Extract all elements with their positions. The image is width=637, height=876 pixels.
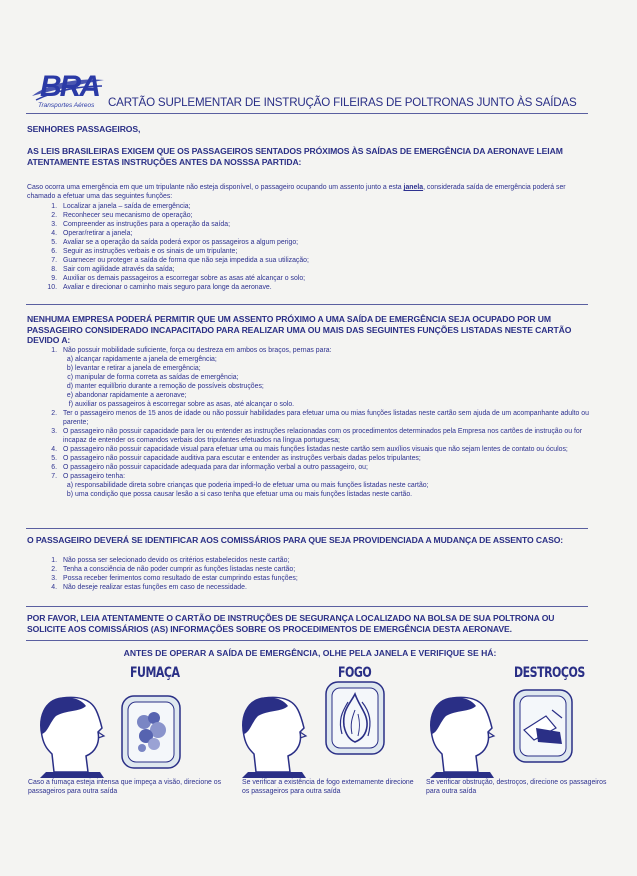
sub-item-text: uma condição que possa causar lesão a si caso tenha que efetuar uma ou mais funções listadas neste cartão. [75,491,413,498]
intro-before: Caso ocorra uma emergência em que um tripulante não esteja disponível, o passageiro ocupando um assento junto a esta [27,184,404,191]
logo-tagline: Transportes Aéreos [38,102,95,109]
item-number: 1. [51,203,57,210]
sub-item-letter: c) [67,374,73,381]
item-number: 1. [51,557,57,564]
item-number: 2. [51,566,57,573]
before-operate-heading: ANTES DE OPERAR A SAÍDA DE EMERGÊNCIA, OLHE PELA JANELA E VERIFIQUE SE HÁ: [123,648,497,658]
sub-item-letter: a) [66,482,73,489]
item-number: 2. [51,212,57,219]
sub-item-text: manter equilíbrio durante a remoção de possíveis obstruções; [75,383,264,390]
card-title: CARTÃO SUPLEMENTAR DE INSTRUÇÃO FILEIRAS DE POLTRONAS JUNTO ÀS SAÍDAS [108,96,577,109]
no-company-heading: NENHUMA EMPRESA PODERÁ PERMITIR QUE UM ASSENTO PRÓXIMO A UMA SAÍDA DE EMERGÊNCIA SEJA OCUPADO POR UM PASSAGEIRO CONSIDERADO INCAPACITADO PARA REALIZAR UMA OU MAIS DAS SEGUINTES FUNÇÕES LISTADAS NESTE CARTÃO DEVIDO A: [27,314,572,345]
item-text: Operar/retirar a janela; [63,230,133,237]
list-item [27,472,593,499]
list-item [27,445,593,454]
item-text: Ter o passageiro menos de 15 anos de idade ou não possuir habilidades para efetuar uma ou mias funções listadas neste cartão sem ajuda de um acompanhante adulto ou parente; [63,410,589,426]
sub-item-text: auxiliar os passageiros à escorregar sobre as asas, até alcançar o solo. [75,401,295,408]
item-text: Não possuir mobilidade suficiente, força ou destreza em ambos os braços, pernas para: [63,347,332,354]
list-item [27,211,593,220]
item-number: 4. [51,446,57,453]
functions-list [27,202,593,292]
sub-item-letter: a) [66,356,73,363]
item-text: Não possa ser selecionado devido os critérios estabelecidos neste cartão; [63,557,290,564]
sub-item-letter: f) [68,401,73,408]
list-item [27,220,593,229]
list-item [27,283,593,292]
list-item [27,346,593,409]
sub-item-text: abandonar rapidamente a aeronave; [75,392,187,399]
panel-debris [422,664,612,814]
sub-item-text: levantar e retirar a janela de emergência; [75,365,201,372]
intro-emphasis: janela [403,184,424,191]
logo-text: BRA [40,70,99,103]
item-number: 7. [51,473,57,480]
identify-heading: O PASSAGEIRO DEVERÁ SE IDENTIFICAR AOS COMISSÁRIOS PARA QUE SEJA PROVIDENCIADA A MUDANÇA DE ASSENTO CASO: [27,535,564,545]
item-number: 8. [51,266,57,273]
sub-list-item [27,481,593,490]
list-item [27,427,593,445]
item-number: 6. [51,464,57,471]
panel-smoke [26,664,222,814]
sub-item-letter: b) [66,491,73,498]
item-text: O passageiro não possuir capacidade visual para efetuar uma ou mais funções listadas neste cartão sem auxílios visuais que não sejam lentes de contato ou óculos; [63,446,568,453]
sub-list-item [27,490,593,499]
item-text: O passageiro não possuir capacidade para ler ou entender as instruções relacionadas com os procedimentos determinados pela Empresa nos cartões de instrução ou for incapaz de entender os comandos verbais dos tripulantes efetuados na língua portuguesa; [63,428,583,444]
item-text: Reconhecer seu mecanismo de operação; [63,212,193,219]
greeting: SENHORES PASSAGEIROS, [27,124,141,134]
passenger-head-icon [426,692,502,778]
list-item [27,229,593,238]
item-text: Localizar a janela – saída de emergência; [63,203,191,210]
list-item [27,256,593,265]
list-item [27,556,593,565]
sub-list-item [27,373,593,382]
item-text: O passageiro não possuir capacidade adequada para dar informação verbal a outro passageiro, ou; [63,464,368,471]
cases-list [27,556,593,592]
item-number: 2. [51,410,57,417]
item-number: 1. [51,347,57,354]
please-read-heading: POR FAVOR, LEIA ATENTAMENTE O CARTÃO DE INSTRUÇÕES DE SEGURANÇA LOCALIZADO NA BOLSA DE SUA POLTRONA OU SOLICITE AOS COMISSÁRIOS (AS) INFORMAÇÕES SOBRE OS PROCEDIMENTOS DE EMERGÊNCIA DESTA AERONAVE. [27,613,555,634]
sub-item-letter: b) [66,365,73,372]
item-number: 3. [51,221,57,228]
item-text: Possa receber ferimentos como resultado de estar cumprindo estas funções; [63,575,298,582]
list-item [27,574,593,583]
list-item [27,454,593,463]
item-text: Avaliar se a operação da saída poderá expor os passageiros a algum perigo; [63,239,299,246]
item-text: O passageiro não possuir capacidade auditiva para escutar e entender as instruções verbais dadas pelos tripulantes; [63,455,421,462]
passenger-head-icon [238,692,314,778]
item-number: 9. [51,275,57,282]
intro-paragraph [27,183,593,201]
sub-item-text: responsabilidade direta sobre crianças que poderia impedi-lo de efetuar uma ou mais funções listadas neste cartão; [75,482,429,489]
bra-logo [30,72,106,112]
sub-list-item [27,400,593,409]
item-text: Avaliar e direcionar o caminho mais seguro para longe da aeronave. [63,284,272,291]
fire-icon [324,680,386,756]
divider [26,606,588,607]
item-text: Tenha a consciência de não poder cumprir as funções listadas neste cartão; [63,566,296,573]
panel-title: FUMAÇA [130,664,180,681]
item-text: Guarnecer ou proteger a saída de forma que não seja impedida a sua utilização; [63,257,309,264]
sub-list-item [27,391,593,400]
sub-item-letter: d) [66,383,73,390]
list-item [27,409,593,427]
item-number: 5. [51,455,57,462]
divider [26,304,588,305]
divider [26,113,588,114]
panel-fire [232,664,422,814]
panel-caption: Se verificar a existência de fogo externamente direcione os passageiros para outra saída [242,779,414,795]
item-text: Sair com agilidade através da saída; [63,266,175,273]
item-number: 3. [51,575,57,582]
list-item [27,463,593,472]
item-number: 6. [51,248,57,255]
list-item [27,274,593,283]
divider [26,640,588,641]
laws-heading: AS LEIS BRASILEIRAS EXIGEM QUE OS PASSAGEIROS SENTADOS PRÓXIMOS ÀS SAÍDAS DE EMERGÊNCIA DA AERONAVE LEIAM ATENTAMENTE ESTAS INSTRUÇÕES ANTES DA NOSSSA PARTIDA: [27,146,563,167]
item-number: 5. [51,239,57,246]
reasons-list [27,346,593,499]
sub-list-item [27,382,593,391]
list-item [27,247,593,256]
sub-list [27,355,593,409]
panel-caption: Caso a fumaça esteja intensa que impeça a visão, direcione os passageiros para outra saída [28,779,222,795]
panel-caption: Se verificar obstrução, destroços, direcione os passageiros para outra saída [426,779,607,795]
list-item [27,265,593,274]
debris-icon [512,688,574,764]
smoke-icon [120,694,182,770]
list-item [27,583,593,592]
item-number: 7. [51,257,57,264]
passenger-head-icon [36,692,112,778]
sub-list-item [27,364,593,373]
sub-item-text: alcançar rapidamente a janela de emergência; [75,356,217,363]
item-number: 4. [51,584,57,591]
item-number: 3. [51,428,57,435]
intro-after: , considerada saída de emergência poderá ser chamado a efetuar uma das seguintes funções: [27,184,566,200]
item-text: Auxiliar os demais passageiros a escorregar sobre as asas até alcançar o solo; [63,275,306,282]
item-text: Compreender as instruções para a operação da saída; [63,221,231,228]
divider [26,528,588,529]
item-number: 10. [47,284,57,291]
sub-item-text: manipular de forma correta as saídas de emergência; [75,374,239,381]
list-item [27,565,593,574]
item-number: 4. [51,230,57,237]
list-item [27,238,593,247]
panel-title: FOGO [338,664,372,681]
sub-list [27,481,593,499]
item-text: Seguir as instruções verbais e os sinais de um tripulante; [63,248,238,255]
item-text: Não deseje realizar estas funções em caso de necessidade. [63,584,247,591]
item-text: O passageiro tenha: [63,473,126,480]
sub-list-item [27,355,593,364]
list-item [27,202,593,211]
panel-title: DESTROÇOS [514,664,585,681]
sub-item-letter: e) [66,392,73,399]
